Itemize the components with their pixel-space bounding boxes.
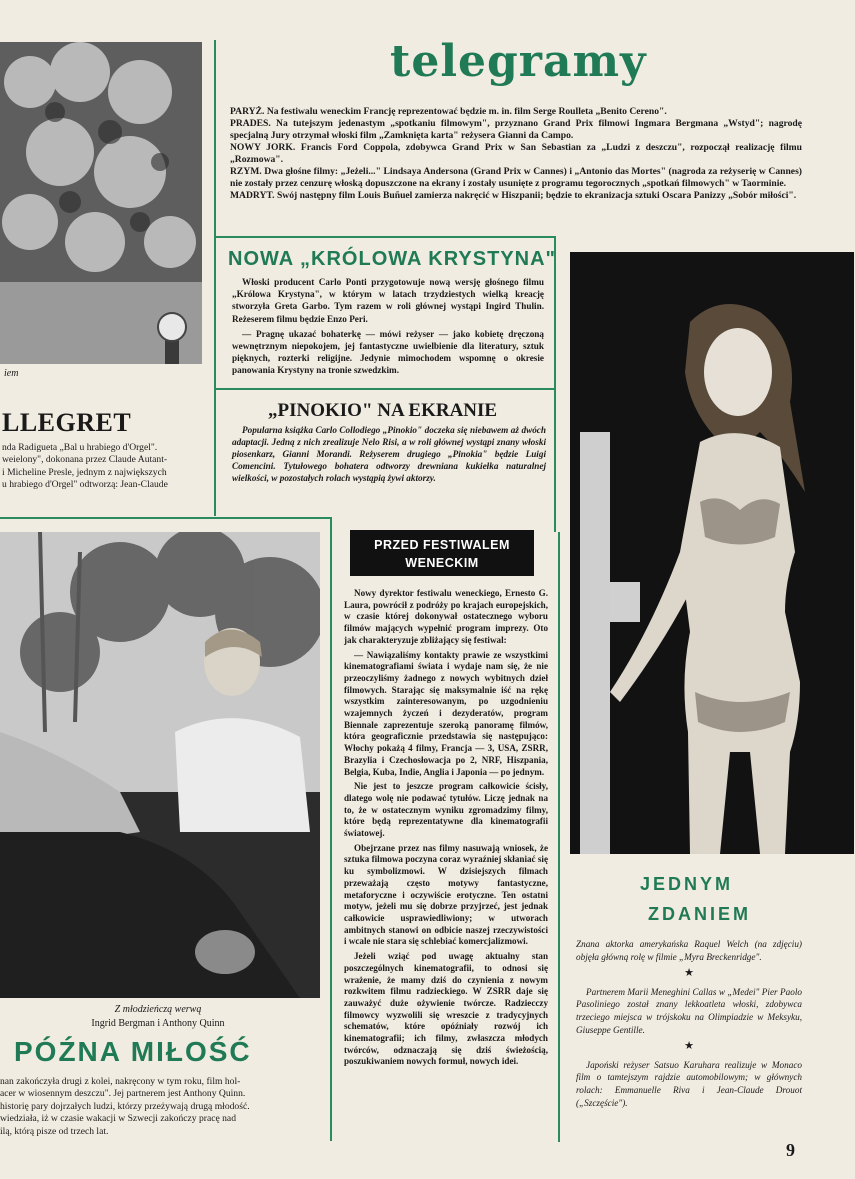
column-rule bbox=[558, 532, 560, 1142]
pozna-line: acer w wiosennym deszczu". Jej partnerem jest Anthony Quinn. bbox=[0, 1088, 246, 1100]
krolowa-text bbox=[232, 276, 544, 380]
telegramy-list bbox=[230, 106, 802, 202]
telegram-item: NOWY JORK. Francis Ford Coppola, zdobywca Grand Prix w San Sebastian za „Ludzi z deszczu", rozpoczął realizację filmu „Rozmowa". bbox=[230, 142, 802, 165]
page-number: 9 bbox=[786, 1140, 795, 1160]
jednym-item: Japoński reżyser Satsuo Karuhara realizuje w Monaco film o tamtejszym rajdzie automobilowym; w głównych rolach: Emmanuelle Riva i Jean-Claude Drouot („Szczęście"). bbox=[576, 1059, 802, 1108]
jednym-heading-line2: ZDANIEM bbox=[648, 904, 751, 924]
festiwal-paragraph: — Nawiązaliśmy kontakty prawie ze wszystkimi kinematografiami świata i wydaje nam się, że nie przeoczyliśmy żadnego z nowych wybitnych dzieł filmowych. Starając się maksymalnie iść na rękę wszystkim zainteresowanym, po uzgodnieniu wzajemnych życzeń i dezyderatów, program Biennale zaprezentuje szeroką panoramę filmów, która geograficznie przedstawia się następująco: Włochy pokażą 4 filmy, Francja — 3, USA, ZSRR, Brazylia i Czechosłowacja po 2, NRF, Hiszpania, Belgia, Kuba, Indie, Anglia i Japonia — po jednym. bbox=[344, 649, 548, 777]
allegret-heading: LLEGRET bbox=[2, 408, 132, 437]
allegret-line: i Micheline Presle, jednym z największych bbox=[2, 466, 167, 478]
row-rule bbox=[216, 236, 556, 238]
festiwal-heading-line2: WENECKIM bbox=[405, 556, 479, 570]
top-left-caption: iem bbox=[4, 368, 19, 379]
telegramy-title: telegramy bbox=[390, 36, 647, 87]
jednym-item: Znana aktorka amerykańska Raquel Welch (na zdjęciu) objęła główną rolę w filmie „Myra Breckenridge". bbox=[576, 939, 802, 962]
krolowa-heading: NOWA „KRÓLOWA KRYSTYNA" bbox=[228, 248, 557, 270]
festiwal-paragraph: Obejrzane przez nas filmy nasuwają wniosek, że sztuka filmowa poczyna coraz wyraźniej skłaniać się ku symbolizmowi. W dzisiejszych filmach przeważają często motywy fantastyczne, metaforyczne i oczywiście erotyczne. Ten ostatni motyw, jeżeli mu się dobrze przyjrzeć, jest jednak całkowicie usprawiedliwiony; w utworach ambitnych stanowi on odbicie naszej rzeczywistości i wcale nie stara się schlebiać komercjalizmowi. bbox=[344, 842, 548, 947]
star-separator: ★ bbox=[684, 967, 694, 980]
pozna-caption-line2: Ingrid Bergman i Anthony Quinn bbox=[91, 1018, 225, 1029]
jednym-heading-line1: JEDNYM bbox=[640, 874, 734, 894]
festiwal-text bbox=[344, 588, 548, 1071]
telegram-item: PARYŻ. Na festiwalu weneckim Francję reprezentować będzie m. in. film Serge Roulleta „Benito Cereno". bbox=[230, 106, 667, 117]
krolowa-paragraph: — Pragnę ukazać bohaterkę — mówi reżyser — jako kobietę dręczoną wewnętrznym niepokojem, jej fantastyczne uwielbienie dla literatury, sztuk pięknych, rozterki religijne. Jedynie mimochodem wspomnę o okresie panowania Krystyny na tronie szwedzkim. bbox=[232, 328, 544, 376]
pinokio-paragraph: Popularna książka Carlo Collodiego „Pinokio" doczeka się niebawem aż dwóch adaptacji. Jedną z nich zrealizuje Nelo Risi, a w roli głównej wystąpi znany włoski piosenkarz, Gianni Morandi. Reżyserem drugiego „Pinokia" będzie Luigi Comencini. Tytułowego bohatera odtworzy drewniana kukiełka naturalnej wielkości, w pozostałych rolach wystąpią żywi aktorzy. bbox=[232, 425, 546, 483]
row-rule bbox=[0, 517, 332, 519]
jednym-item: Partnerem Marii Meneghini Callas w „Medei" Pier Paolo Pasoliniego został znany lekkoatleta włoski, zdobywca trzeciego miejsca w trójskoku na Olimpiadzie w Meksyku, Giuseppe Gentille. bbox=[576, 986, 802, 1035]
raquel-welch-photo bbox=[570, 252, 854, 854]
allegret-line: weielony", dokonana przez Claude Autant- bbox=[2, 454, 168, 466]
row-rule bbox=[216, 388, 556, 390]
allegret-line: nda Radigueta „Bal u hrabiego d'Orgel". bbox=[2, 442, 158, 453]
krolowa-paragraph: Włoski producent Carlo Ponti przygotowuje nową wersję głośnego filmu „Królowa Krystyna", w którym w latach trzydziestych wielką kreację stworzyła Greta Garbo. Tym razem w roli głównej wystąpi Ingird Thulin. Reżeserem filmu będzie Enzo Peri. bbox=[232, 277, 544, 324]
allegret-line: u hrabiego d'Orgel" odtworzą: Jean-Claude bbox=[2, 479, 168, 491]
column-rule bbox=[330, 517, 332, 1141]
telegram-item: RZYM. Dwa głośne filmy: „Jeżeli..." Lindsaya Andersona (Grand Prix w Cannes) i „Antonio das Mortes" (nagroda za reżyserię w Cannes) nie zostały przez cenzurę włoską dopuszczone na ekrany i zostały usunięte z programu tegorocznych „spotkań filmowych" w Taorminie. bbox=[230, 166, 802, 189]
column-rule bbox=[554, 236, 556, 532]
pozna-line: nan zakończyła drugi z kolei, nakręcony w tym roku, film hol- bbox=[0, 1076, 241, 1087]
star-separator: ★ bbox=[684, 1040, 694, 1053]
festiwal-paragraph: Nie jest to jeszcze program całkowicie ścisły, dlatego wolę nie podawać tytułów. Liczę jednak na to, że w ostatecznym wyniku zgromadzimy filmy, które będą reprezentatywne dla kinematografii światowej. bbox=[344, 781, 548, 839]
jednym-text bbox=[576, 938, 802, 1112]
pinokio-heading: „PINOKIO" NA EKRANIE bbox=[268, 400, 498, 421]
festiwal-paragraph: Jeżeli wziąć pod uwagę aktualny stan poszczególnych kinematografii, to odnosi się wrażenie, że mamy dziś do czynienia z nowym rozkwitem filmu radzieckiego. W ZSRR daje się zauważyć duże ożywienie twórcze. Radziecczy filmowcy wyzwolili się wreszcie z tradycyjnych schematów, które opóźniały rozwój ich kinematografii; ich filmy, zwłaszcza młodych twórców, odznaczają się dziś świeżością, poszukiwaniem nowych formuł, nowych idei. bbox=[344, 951, 548, 1067]
allegret-text bbox=[2, 442, 206, 492]
bergman-quinn-photo bbox=[0, 532, 320, 998]
festiwal-paragraph: Nowy dyrektor festiwalu weneckiego, Ernesto G. Laura, powrócił z podróży po krajach europejskich, w czasie której dokonywał ostatecznego wyboru filmów mających wypełnić program imprezy. Oto jak charakteryzuje zbliżający się festiwal: bbox=[344, 588, 548, 645]
pozna-heading: PÓŹNA MIŁOŚĆ bbox=[14, 1036, 252, 1067]
telegram-item: MADRYT. Swój następny film Louis Buñuel zamierza nakręcić w Hiszpanii; będzie to ekranizacja sztuki Oscara Panizzy „Sobór miłości". bbox=[230, 190, 797, 201]
pinokio-text bbox=[232, 424, 546, 487]
pozna-line: wiedziała, iż w czasie wakacji w Szwecji zakończy pracę nad bbox=[0, 1113, 236, 1125]
pozna-caption-line1: Z młodzieńczą werwą bbox=[114, 1004, 202, 1015]
telegram-item: PRADES. Na tutejszym jedenastym „spotkaniu filmowym", przyznano Grand Prix filmowi Ingmara Bergmana „Wstyd"; nagrodę specjalną Jury otrzymał włoski film „Zamknięta karta" reżysera Gianni da Campo. bbox=[230, 118, 802, 141]
pozna-text bbox=[0, 1076, 322, 1138]
pozna-line: historię pary dojrzałych ludzi, którzy przeżywają drugą młodość. bbox=[0, 1100, 250, 1112]
column-rule bbox=[214, 40, 216, 516]
festiwal-heading-line1: PRZED FESTIWALEM bbox=[374, 538, 510, 552]
pozna-line: ilą, którą pisze od trzech lat. bbox=[0, 1125, 109, 1137]
top-left-photo bbox=[0, 42, 202, 364]
festiwal-heading-box bbox=[350, 530, 534, 576]
